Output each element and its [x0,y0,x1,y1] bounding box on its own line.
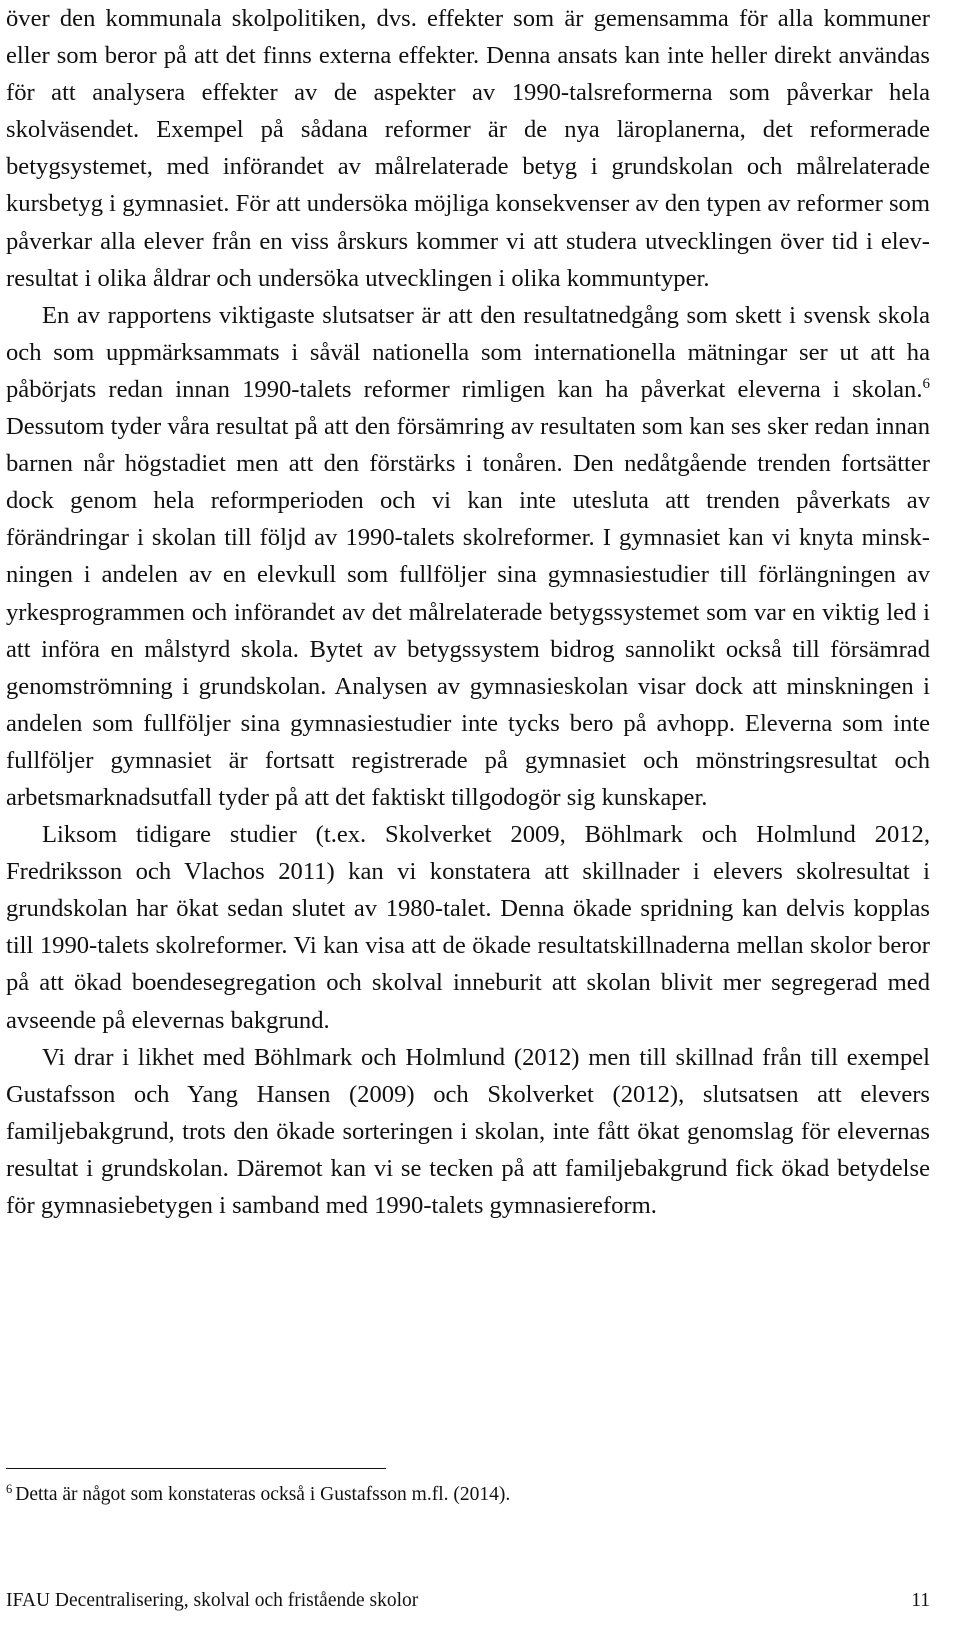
running-title: IFAU Decentralisering, skolval och fristående skolor [6,1590,419,1611]
footnote-mark: 6 [6,1482,13,1496]
footnote-reference: 6 [922,375,930,392]
paragraph-1: över den kommunala skolpolitiken, dvs. effekter som är gemensamma för alla kommuner eller som beror på att det finns externa effekter. Denna ansats kan inte heller direkt användas för att analysera effekter av de aspekter av 1990-talsreformerna som påverkar hela skolväsendet. Exempel på sådana reformer är de nya läroplanerna, det reformerade betygsystemet, med införandet av målrelaterade betyg i grundskolan och målrelaterade kursbetyg i gymnasiet. För att undersöka möjliga konsekvenser av den typen av reformer som påverkar alla elever från en viss årskurs kommer vi att studera utvecklingen över tid i elevresultat i olika åldrar och undersöka utvecklingen i olika kommuntyper. [6,5,930,292]
body-text [6,0,930,1224]
footnote-divider [6,1468,386,1469]
footnote [6,1482,930,1508]
page-footer [6,1588,930,1614]
paragraph-2-text-after-note: Dessutom tyder våra resultat på att den försämring av resultaten som kan ses sker redan innan barnen når högstadiet men att den förstärks i tonåren. Den nedåtgående trenden fortsätter dock genom hela reformperioden och vi kan inte utesluta att trenden påverkats av förändringar i skolan till följd av 1990-talets skolreformer. I gymnasiet kan vi knyta minskningen i andelen av en elevkull som fullföljer sina gymnasiestudier till förlängningen av yrkesprogrammen och införandet av det målrelaterade betygssystemet som var en viktig led i att införa en målstyrd skola. Bytet av betygssystem bidrog sannolikt också till försämrad genomströmning i grundskolan. Analysen av gymnasieskolan visar dock att minskningen i andelen som fullföljer sina gymnasiestudier inte tycks bero på avhopp. Eleverna som inte fullföljer gymnasiet är fortsatt registrerade på gymnasiet och mönstringsresultat och arbetsmarknadsutfall tyder på att det faktiskt tillgodogör sig kunskaper. [6,413,930,811]
footnote-text: Detta är något som konstateras också i Gustafsson m.fl. (2014). [15,1484,511,1505]
paragraph-3: Liksom tidigare studier (t.ex. Skolverket 2009, Böhlmark och Holmlund 2012, Fredriksson och Vlachos 2011) kan vi konstatera att skillnader i elevers skolresultat i grundskolan har ökat sedan slutet av 1980-talet. Denna ökade spridning kan delvis kopplas till 1990-talets skolreformer. Vi kan visa att de ökade resultatskillnaderna mellan skolor beror på att ökad boendesegregation och skolval inneburit att skolan blivit mer segregerad med avseende på elevernas bakgrund. [6,821,930,1034]
paragraph-2-text-before-note: En av rapportens viktigaste slutsatser är att den resultatnedgång som skett i svensk skola och som uppmärksammats i såväl nationella som internationella mätningar ser ut att ha påbörjats redan innan 1990-talets reformer rimligen kan ha påverkat eleverna i skolan. [6,301,930,403]
paragraph-4: Vi drar i likhet med Böhlmark och Holmlund (2012) men till skillnad från till exempel Gustafsson och Yang Hansen (2009) och Skolverket (2012), slutsatsen att elevers familjebakgrund, trots den ökade sorteringen i skolan, inte fått ökat genomslag för elevernas resultat i grundskolan. Däremot kan vi se tecken på att familjebakgrund fick ökad betydelse för gymnasiebetygen i samband med 1990-talets gymnasiereform. [6,1043,930,1219]
page-number: 11 [911,1590,930,1611]
page [6,0,930,1224]
paragraph-2 [6,297,930,816]
